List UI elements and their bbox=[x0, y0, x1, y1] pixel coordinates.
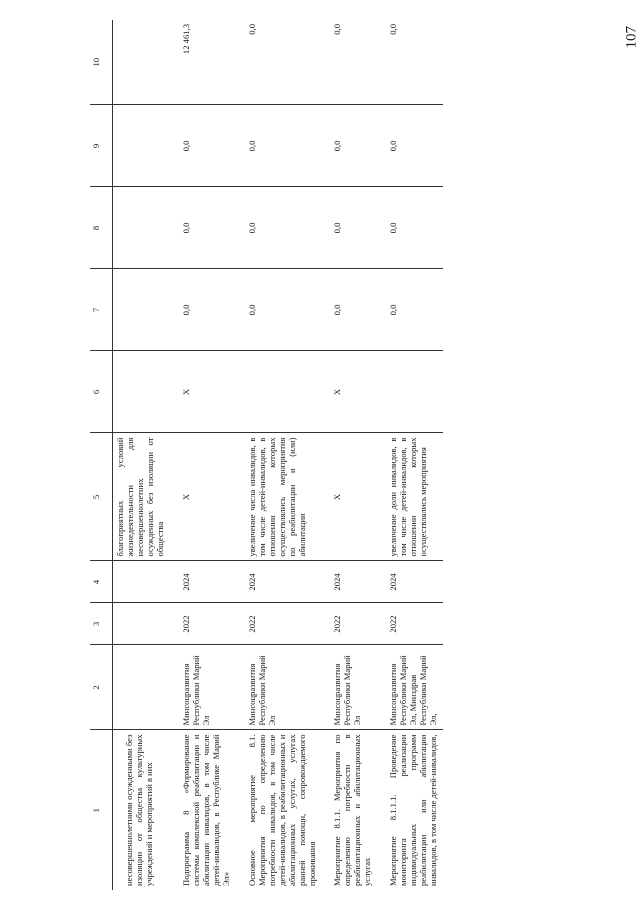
header-col-5: 5 bbox=[90, 433, 113, 561]
cell-start: 2022 bbox=[236, 603, 322, 645]
cell-name: Основное мероприятие 8.1. Мероприятия по определению потребности инвалидов, в том числе детей-инвалидов, в реабилитационных и абилитационных услугах, услугах ранней помощи, сопровождаемого проживания bbox=[246, 734, 317, 886]
cell-end: 2024 bbox=[321, 561, 377, 603]
cell-name: несовершеннолетними осужденными без изоляции от общества культурных учреждений и мероприятий в них bbox=[124, 734, 154, 886]
cell-col-8: 0,0 bbox=[377, 187, 443, 269]
header-col-10: 10 bbox=[90, 20, 113, 105]
cell-col-6 bbox=[113, 351, 170, 433]
cell-col-9 bbox=[113, 105, 170, 187]
cell-col-6 bbox=[236, 351, 322, 433]
cell-col-10: 0,0 bbox=[236, 20, 322, 105]
header-col-3: 3 bbox=[90, 603, 113, 645]
header-col-8: 8 bbox=[90, 187, 113, 269]
cell-name: Мероприятие 8.1.1. Мероприятия по определению потребности в реабилитационных и абилитационных услугах bbox=[332, 734, 373, 886]
program-table bbox=[90, 20, 443, 890]
cell-executor: Минсоцразвития Республики Марий Эл, Минздрав Республики Марий Эл, bbox=[377, 645, 443, 730]
cell-col-9: 0,0 bbox=[321, 105, 377, 187]
cell-end: 2024 bbox=[377, 561, 443, 603]
cell-col-6: Х bbox=[170, 351, 236, 433]
cell-executor bbox=[113, 645, 170, 730]
header-row bbox=[90, 20, 113, 890]
cell-executor: Минсоцразвития Республики Марий Эл bbox=[170, 645, 236, 730]
cell-executor: Минсоцразвития Республики Марий Эл bbox=[236, 645, 322, 730]
cell-col-10: 0,0 bbox=[377, 20, 443, 105]
table-row bbox=[170, 20, 236, 890]
cell-col-9: 0,0 bbox=[170, 105, 236, 187]
header-col-4: 4 bbox=[90, 561, 113, 603]
cell-col-7: 0,0 bbox=[321, 269, 377, 351]
cell-col-6 bbox=[377, 351, 443, 433]
cell-col-9: 0,0 bbox=[236, 105, 322, 187]
header-col-2: 2 bbox=[90, 645, 113, 730]
table-row bbox=[377, 20, 443, 890]
cell-name: Мероприятие 8.1.1.1. Проведение мониторинга реализации индивидуальных программ реабилитации или абилитации инвалидов, в том числе детей-инвалидов, bbox=[388, 734, 439, 886]
table-row bbox=[113, 20, 170, 890]
page-number: 107 bbox=[623, 26, 639, 49]
cell-result: благоприятных условий жизнедеятельности для несовершеннолетних осужденных без изоляции от общества bbox=[113, 433, 170, 561]
cell-result: Х bbox=[170, 433, 236, 561]
cell-end bbox=[113, 561, 170, 603]
cell-col-7: 0,0 bbox=[236, 269, 322, 351]
rotated-table-page bbox=[90, 20, 608, 890]
table-row bbox=[321, 20, 377, 890]
cell-col-6: Х bbox=[321, 351, 377, 433]
cell-start: 2022 bbox=[170, 603, 236, 645]
cell-start bbox=[113, 603, 170, 645]
cell-col-7: 0,0 bbox=[170, 269, 236, 351]
cell-col-8: 0,0 bbox=[321, 187, 377, 269]
cell-col-8 bbox=[113, 187, 170, 269]
header-col-9: 9 bbox=[90, 105, 113, 187]
cell-name: Подпрограмма 8 «Формирование системы комплексной реабилитации и абилитации инвалидов, в том числе детей-инвалидов, в Республике Марий Эл» bbox=[180, 734, 231, 886]
table-row bbox=[236, 20, 322, 890]
cell-col-9: 0,0 bbox=[377, 105, 443, 187]
cell-col-10: 12 461,3 bbox=[170, 20, 236, 105]
cell-col-10 bbox=[113, 20, 170, 105]
cell-result: увеличение числа инвалидов, в том числе детей-инвалидов, в отношении которых осуществлялись мероприятия по реабилитации и (или) абилитации bbox=[236, 433, 322, 561]
cell-start: 2022 bbox=[321, 603, 377, 645]
cell-col-7: 0,0 bbox=[377, 269, 443, 351]
header-col-1: 1 bbox=[90, 730, 113, 890]
cell-result: увеличение доли инвалидов, в том числе детей-инвалидов, в отношении которых осуществлялись мероприятия bbox=[377, 433, 443, 561]
header-col-7: 7 bbox=[90, 269, 113, 351]
cell-end: 2024 bbox=[236, 561, 322, 603]
cell-col-8: 0,0 bbox=[236, 187, 322, 269]
cell-result: Х bbox=[321, 433, 377, 561]
cell-col-7 bbox=[113, 269, 170, 351]
cell-executor: Минсоцразвития Республики Марий Эл bbox=[321, 645, 377, 730]
cell-col-10: 0,0 bbox=[321, 20, 377, 105]
cell-end: 2024 bbox=[170, 561, 236, 603]
cell-col-8: 0,0 bbox=[170, 187, 236, 269]
cell-start: 2022 bbox=[377, 603, 443, 645]
header-col-6: 6 bbox=[90, 351, 113, 433]
